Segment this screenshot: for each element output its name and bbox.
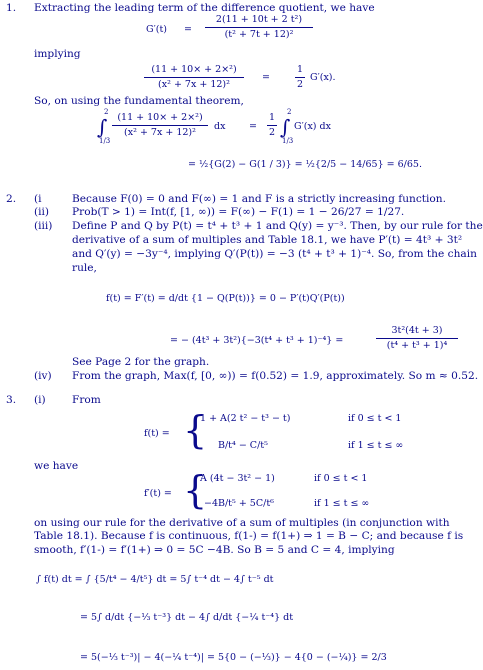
p3-dcase1: A (4t − 3t² − 1) xyxy=(200,473,275,484)
p3-para-line1: on using our rule for the derivative of a sum of multiples (in conjunction with xyxy=(34,517,450,529)
item-number-3: 3. xyxy=(6,394,17,406)
p2-ft-bar xyxy=(376,338,458,339)
p3-para-line3: smooth, f′(1-) = f′(1+) ⇒ 0 = 5C −4B. So B = 5 and C = 4, implying xyxy=(34,544,395,556)
p3-dcase2: −4B/t⁵ + 5C/t⁶ xyxy=(204,498,274,509)
p2-iii-line2: derivative of a sum of multiples and Table 18.1, we have P′(t) = 4t³ + 3t² xyxy=(72,234,463,246)
p1-half-den: 2 xyxy=(296,79,304,90)
p1-int2-top: 2 xyxy=(287,108,292,116)
p1-eq-3: = xyxy=(249,121,257,132)
p2-iii-line3: and Q′(y) = −3y⁻⁴, implying Q′(P(t)) = −3 (t⁴ + t³ + 1)⁻⁴. So, from the chain xyxy=(72,248,477,260)
left-brace-1: { xyxy=(183,408,208,452)
p1-g-den: (t² + 7t + 12)² xyxy=(224,29,294,40)
p1-half2-bar xyxy=(267,125,277,126)
p2-iv-text: From the graph, Max(f, [0, ∞)) = f(0.52) = 1.9, approximately. So m ≈ 0.52. xyxy=(72,370,479,382)
p3-from: From xyxy=(72,394,101,406)
p2-ft-line2: = − (4t³ + 3t²){−3(t⁴ + t³ + 1)⁻⁴} = xyxy=(170,335,344,346)
integral-sign-1: ∫ xyxy=(97,115,108,139)
p1-int2-bot: 1/3 xyxy=(282,137,294,145)
left-brace-2: { xyxy=(183,468,208,512)
p1-half-bar xyxy=(295,77,305,78)
p1-half2-num: 1 xyxy=(268,112,276,123)
p3-result-row1: ∫ f(t) dt = ∫ {5/t⁴ − 4/t⁵} dt = 5∫ t⁻⁴ dt − 4∫ t⁻⁵ dt xyxy=(36,574,274,585)
p1-f-bar xyxy=(144,77,244,78)
p3-case2: B/t⁴ − C/t⁵ xyxy=(218,440,268,451)
p2-i-label: (i xyxy=(34,193,42,205)
p1-eq-1: = xyxy=(184,24,192,35)
p2-ii-text: Prob(T > 1) = Int(f, [1, ∞)) = F(∞) − F(1) = 1 − 26/27 = 1/27. xyxy=(72,206,405,218)
p3-case1: 1 + A(2 t² − t³ − t) xyxy=(200,413,291,424)
p2-ii-label: (ii) xyxy=(34,206,50,218)
p1-f-den: (x² + 7x + 12)² xyxy=(158,79,230,90)
p3-result-row3: = 5(−⅓ t⁻³)| − 4(−¼ t⁻⁴)| = 5{0 − (−⅓)} − 4{0 − (−¼)} = 2/3 xyxy=(80,652,387,663)
p1-int-bot: 1/3 xyxy=(99,137,111,145)
p2-iii-label: (iii) xyxy=(34,220,53,232)
p1-int-rhs: G′(x) dx xyxy=(294,121,331,132)
p2-i-text: Because F(0) = 0 and F(∞) = 1 and F is a strictly increasing function. xyxy=(72,193,446,205)
p1-gx: G′(x). xyxy=(310,72,336,83)
p3-case1-cond: if 0 ≤ t < 1 xyxy=(348,413,402,424)
p3-case2-cond: if 1 ≤ t ≤ ∞ xyxy=(348,440,404,451)
p2-iii-line1: Define P and Q by P(t) = t⁴ + t³ + 1 and Q(y) = y⁻³. Then, by our rule for the xyxy=(72,220,483,232)
p3-wehave: we have xyxy=(34,460,79,472)
p2-see-graph: See Page 2 for the graph. xyxy=(72,356,210,368)
p2-ft-den: (t⁴ + t³ + 1)⁴ xyxy=(386,340,448,351)
p1-eq-2: = xyxy=(262,72,270,83)
item-number-2: 2. xyxy=(6,193,17,205)
item-number-1: 1. xyxy=(6,2,17,14)
p3-i-label: (i) xyxy=(34,394,46,406)
p2-ft-line: f(t) = F′(t) = d/dt {1 − Q(P(t))} = 0 − P′(t)Q′(P(t)) xyxy=(106,293,345,304)
p2-ft-num: 3t²(4t + 3) xyxy=(391,325,443,336)
integral-sign-2: ∫ xyxy=(280,115,291,139)
p1-half2-den: 2 xyxy=(268,127,276,138)
p1-result-line: = ½{G(2) − G(1 / 3)} = ½{2/5 − 14/65} = 6/65. xyxy=(188,159,422,170)
p1-g-num: 2(11 + 10t + 2 t²) xyxy=(215,14,303,25)
p1-int-den: (x² + 7x + 12)² xyxy=(124,127,196,138)
p1-g-lhs: G′(t) xyxy=(146,24,167,35)
p2-iii-line4: rule, xyxy=(72,262,97,274)
p1-dx: dx xyxy=(214,121,226,132)
p1-intro: Extracting the leading term of the difference quotient, we have xyxy=(34,2,375,14)
p3-para-line2: Table 18.1). Because f is continuous, f(1-) = f(1+) ⇒ 1 = B − C; and because f is xyxy=(34,530,464,542)
p3-result-row2: = 5∫ d/dt {−⅓ t⁻³} dt − 4∫ d/dt {−¼ t⁻⁴} dt xyxy=(80,612,294,623)
p1-f-num: (11 + 10× + 2×²) xyxy=(151,64,237,75)
p1-so-text: So, on using the fundamental theorem, xyxy=(34,95,244,107)
p1-g-bar xyxy=(205,27,313,28)
p1-implying: implying xyxy=(34,48,81,60)
p3-dcase1-cond: if 0 ≤ t < 1 xyxy=(314,473,368,484)
p3-ft: f(t) = xyxy=(144,428,170,439)
p1-int-top: 2 xyxy=(104,108,109,116)
p2-iv-label: (iv) xyxy=(34,370,52,382)
p1-half-num: 1 xyxy=(296,64,304,75)
p3-fpt: f′(t) = xyxy=(144,488,172,499)
p3-dcase2-cond: if 1 ≤ t ≤ ∞ xyxy=(314,498,370,509)
p1-int-bar xyxy=(112,125,208,126)
p1-int-num: (11 + 10× + 2×²) xyxy=(117,112,203,123)
